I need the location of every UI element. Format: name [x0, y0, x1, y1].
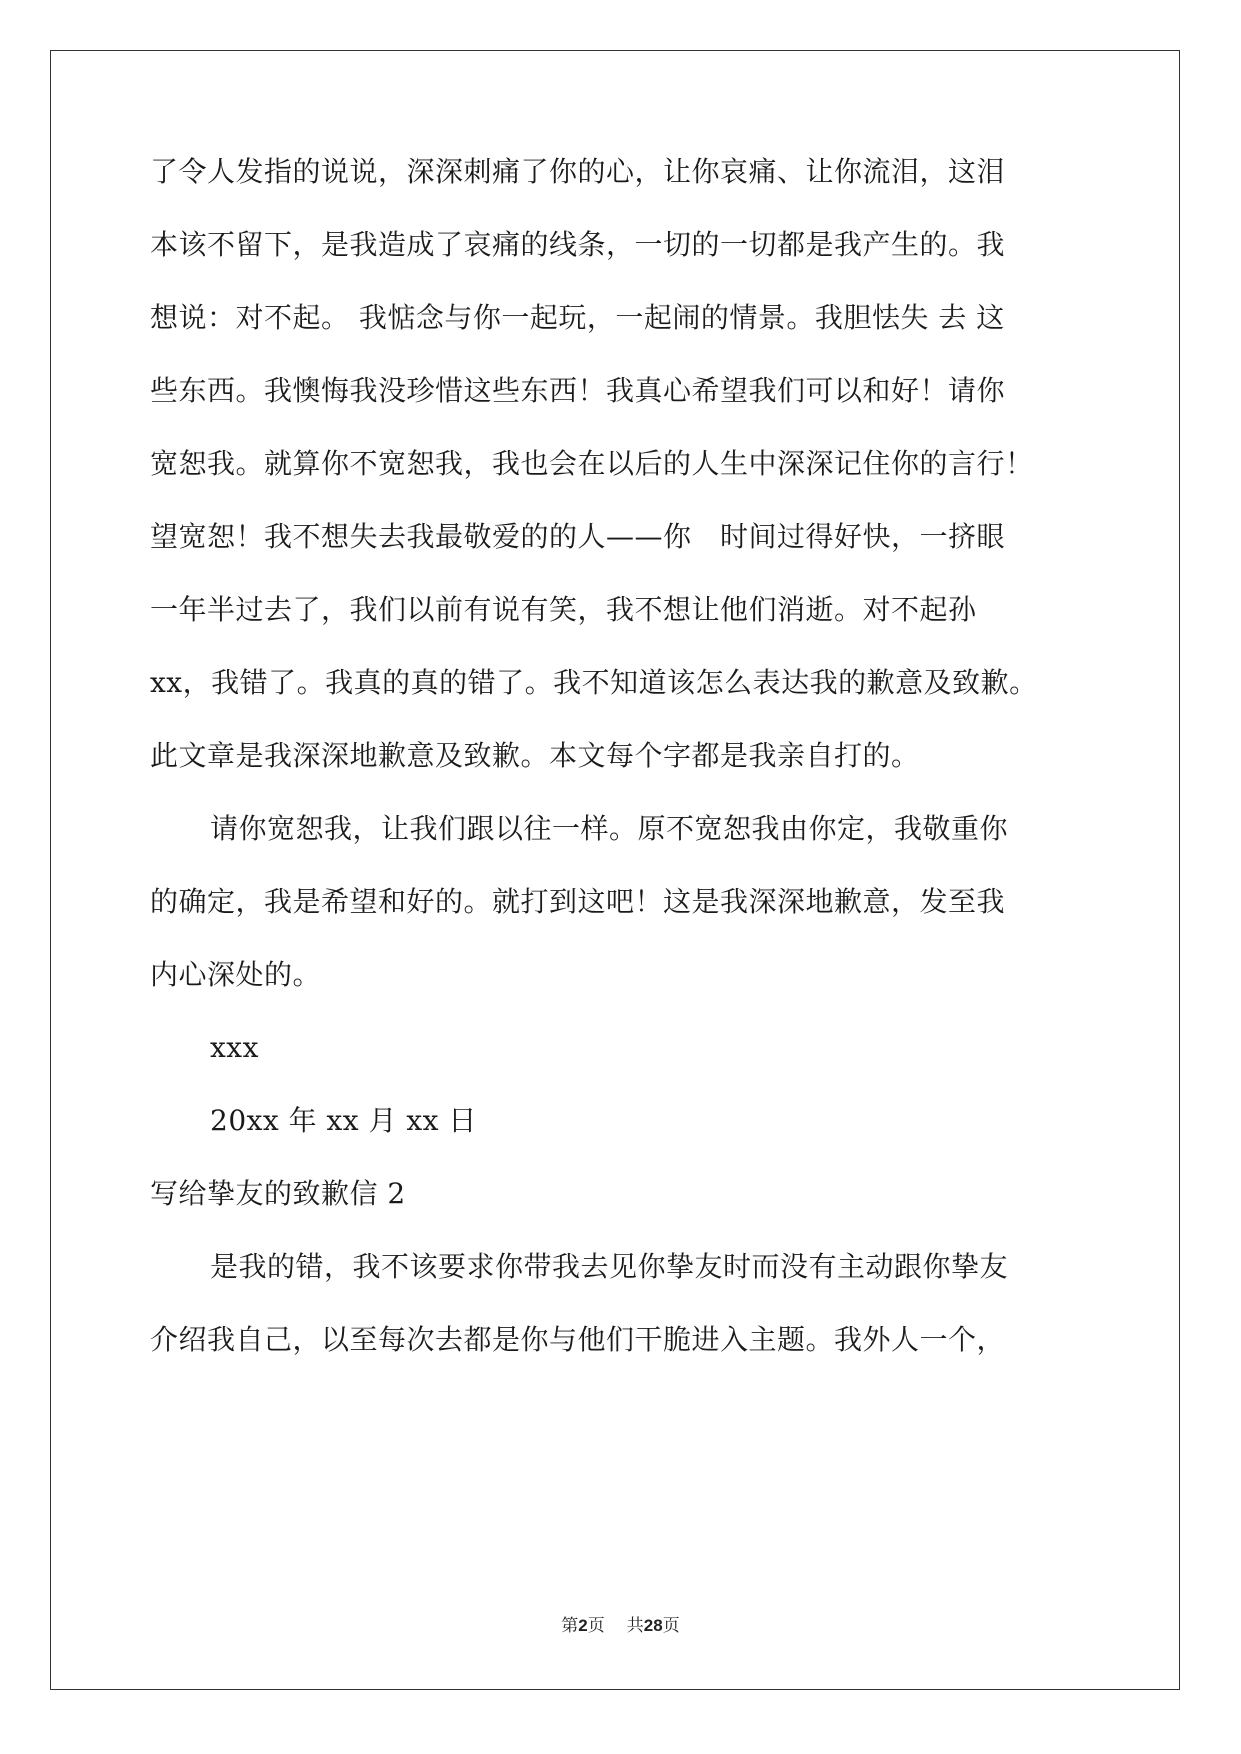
- body-line: 的确定，我是希望和好的。就打到这吧！这是我深深地歉意，发至我: [150, 885, 1006, 918]
- body-line: 宽恕我。就算你不宽恕我，我也会在以后的人生中深深记住你的言行！: [150, 447, 1034, 480]
- signature-name: xxx: [210, 1031, 259, 1064]
- page-border: [50, 50, 1180, 1690]
- signature-date: 20xx 年 xx 月 xx 日: [210, 1104, 477, 1137]
- body-line: 些东西。我懊悔我没珍惜这些东西！我真心希望我们可以和好！请你: [150, 374, 1006, 407]
- footer-total-pages: 28: [643, 1616, 663, 1635]
- body-line: 了令人发指的说说，深深刺痛了你的心，让你哀痛、让你流泪，这泪: [150, 155, 1006, 188]
- body-line: 内心深处的。: [150, 958, 322, 991]
- footer-page-number: 2: [578, 1616, 588, 1635]
- body-line: 介绍我自己，以至每次去都是你与他们干脆进入主题。我外人一个，: [150, 1323, 1006, 1356]
- footer-page-prefix: 第: [561, 1616, 579, 1636]
- body-line: 望宽恕！我不想失去我最敬爱的的人——你 时间过得好快，一挤眼: [150, 520, 1006, 553]
- body-line: 本该不留下，是我造成了哀痛的线条，一切的一切都是我产生的。我: [150, 228, 1006, 261]
- paragraph-first-line: 是我的错，我不该要求你带我去见你挚友时而没有主动跟你挚友: [210, 1250, 1009, 1283]
- body-line: 想说：对不起。 我惦念与你一起玩，一起闹的情景。我胆怯失 去 这: [150, 301, 1005, 334]
- body-line: 一年半过去了，我们以前有说有笑，我不想让他们消逝。对不起孙: [150, 593, 977, 626]
- body-line: 此文章是我深深地歉意及致歉。本文每个字都是我亲自打的。: [150, 739, 920, 772]
- section-heading: 写给挚友的致歉信 2: [150, 1177, 406, 1210]
- page-footer: [0, 1614, 1241, 1638]
- body-line: xx，我错了。我真的真的错了。我不知道该怎么表达我的歉意及致歉。: [150, 666, 1038, 699]
- paragraph-first-line: 请你宽恕我，让我们跟以往一样。原不宽恕我由你定，我敬重你: [210, 812, 1009, 845]
- footer-total-prefix: 共: [626, 1616, 644, 1636]
- footer-total-suffix: 页: [662, 1616, 680, 1636]
- footer-page-suffix: 页: [587, 1616, 605, 1636]
